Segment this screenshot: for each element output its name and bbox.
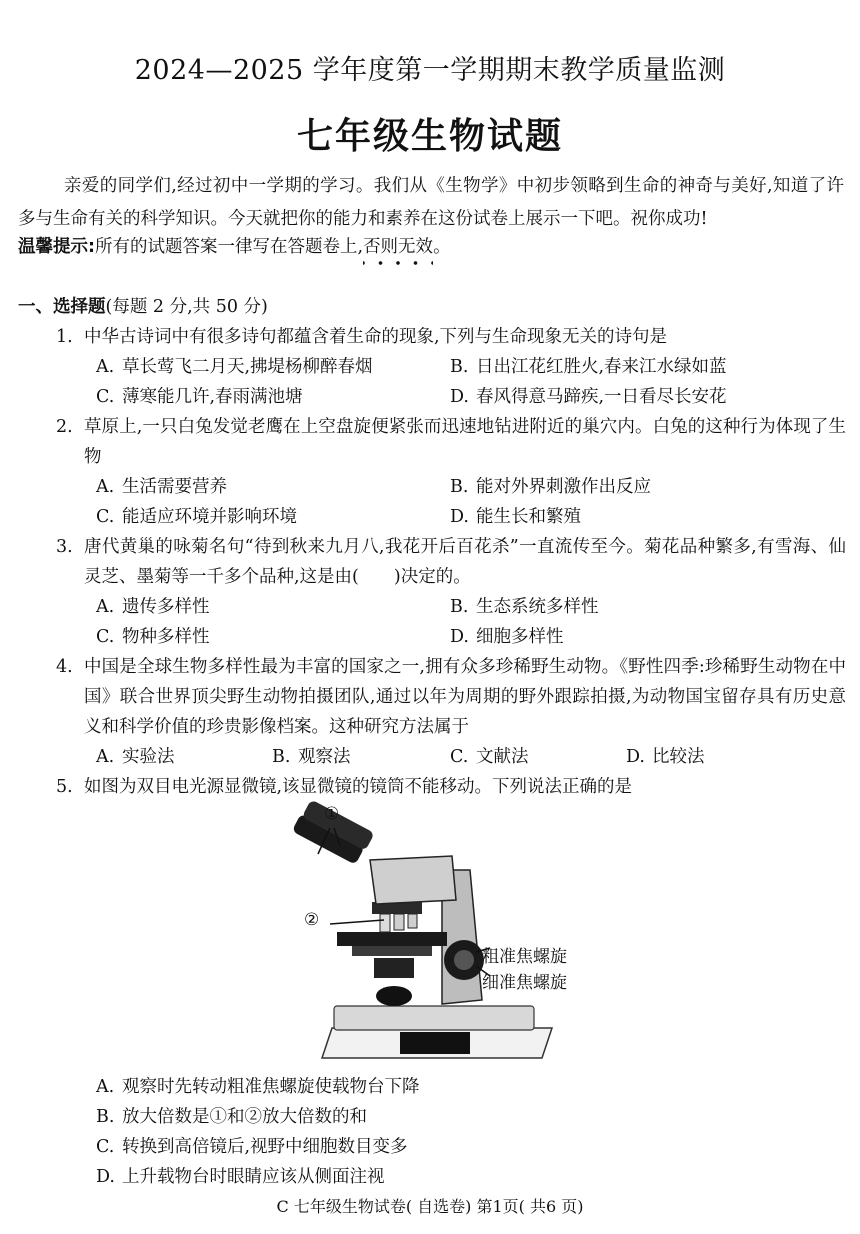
question-stem: 唐代黄巢的咏菊名句“待到秋来九月八,我花开后百花杀”一直流传至今。菊花品种繁多,有雪海、仙灵芝、墨菊等一千多个品种,这是由( )决定的。: [84, 537, 846, 587]
option-key: A.: [96, 477, 115, 497]
option-text: 薄寒能几许,春雨满池塘: [122, 387, 303, 407]
exam-title-top: 2024—2025 学年度第一学期期末教学质量监测: [134, 55, 726, 86]
q4-option-a: [96, 742, 175, 772]
section-note: (每题 2 分,共 50 分): [105, 297, 268, 317]
question-1: [56, 322, 846, 352]
section-heading: [18, 292, 268, 322]
question-stem: 草原上,一只白兔发觉老鹰在上空盘旋便紧张而迅速地钻进附近的巢穴内。白兔的这种行为体现了生物: [84, 417, 846, 467]
tip-emphasis: 否则无效: [363, 237, 434, 257]
figure-label-1: ①: [324, 804, 340, 824]
q1-option-b: [450, 352, 727, 382]
q1-option-c: [96, 382, 303, 412]
microscope-illustration: [292, 800, 592, 1068]
figure-label-2: ②: [304, 910, 320, 930]
option-text: 生活需要营养: [122, 477, 227, 497]
option-key: D.: [450, 627, 469, 647]
question-stem: 如图为双目电光源显微镜,该显微镜的镜筒不能移动。下列说法正确的是: [84, 777, 633, 797]
option-text: 观察时先转动粗准焦螺旋使载物台下降: [122, 1077, 420, 1097]
option-text: 细胞多样性: [476, 627, 564, 647]
q5-option-c: [96, 1132, 408, 1162]
question-stem: 中国是全球生物多样性最为丰富的国家之一,拥有众多珍稀野生动物。《野性四季:珍稀野生动物在中国》联合世界顶尖野生动物拍摄团队,通过以年为周期的野外跟踪拍摄,为动物国宝留存具有历史意义和科学价值的珍贵影像档案。这种研究方法属于: [84, 657, 846, 737]
option-text: 日出江花红胜火,春来江水绿如蓝: [476, 357, 727, 377]
option-key: B.: [272, 747, 291, 767]
option-text: 转换到高倍镜后,视野中细胞数目变多: [122, 1137, 408, 1157]
option-key: B.: [450, 477, 469, 497]
option-text: 比较法: [652, 747, 705, 767]
option-key: A.: [96, 597, 115, 617]
option-key: D.: [96, 1167, 115, 1187]
q5-option-d: [96, 1162, 385, 1192]
question-number: 2.: [56, 417, 73, 437]
option-text: 遗传多样性: [122, 597, 210, 617]
q3-option-d: [450, 622, 564, 652]
option-key: D.: [626, 747, 645, 767]
question-number: 5.: [56, 777, 73, 797]
option-key: C.: [96, 1137, 115, 1157]
option-text: 草长莺飞二月天,拂堤杨柳醉春烟: [122, 357, 373, 377]
option-text: 观察法: [298, 747, 351, 767]
option-text: 能适应环境并影响环境: [122, 507, 297, 527]
question-number: 1.: [56, 327, 73, 347]
q1-option-d: [450, 382, 727, 412]
option-key: C.: [450, 747, 469, 767]
question-5: [56, 772, 846, 802]
q5-option-b: [96, 1102, 367, 1132]
question-number: 3.: [56, 537, 73, 557]
option-key: D.: [450, 387, 469, 407]
tip-end: 。: [433, 237, 451, 257]
option-text: 生态系统多样性: [476, 597, 599, 617]
q5-option-a: [96, 1072, 420, 1102]
page-footer: C 七年级生物试卷( 自选卷) 第1页( 共6 页): [276, 1197, 584, 1216]
tip-line: [18, 232, 451, 262]
figure-label-coarse-focus: 粗准焦螺旋: [482, 947, 567, 967]
option-text: 春风得意马蹄疾,一日看尽长安花: [476, 387, 727, 407]
option-text: 实验法: [122, 747, 175, 767]
q2-option-c: [96, 502, 297, 532]
option-key: D.: [450, 507, 469, 527]
q2-option-d: [450, 502, 581, 532]
figure-label-fine-focus: 细准焦螺旋: [482, 973, 567, 993]
tip-label: 温馨提示:: [18, 237, 95, 257]
tip-text: 所有的试题答案一律写在答题卷上,: [95, 237, 364, 257]
option-text: 物种多样性: [122, 627, 210, 647]
option-key: B.: [450, 357, 469, 377]
q3-option-b: [450, 592, 599, 622]
q3-option-c: [96, 622, 210, 652]
option-text: 能生长和繁殖: [476, 507, 581, 527]
option-text: 放大倍数是①和②放大倍数的和: [122, 1107, 367, 1127]
question-4: [56, 652, 846, 742]
option-key: A.: [96, 357, 115, 377]
fine-focus-knob: [454, 950, 474, 970]
section-label: 一、选择题: [18, 297, 106, 317]
intro-paragraph: 亲爱的同学们,经过初中一学期的学习。我们从《生物学》中初步领略到生命的神奇与美好,知道了许多与生命有关的科学知识。今天就把你的能力和素养在这份试卷上展示一下吧。祝你成功!: [18, 176, 844, 229]
q2-option-a: [96, 472, 227, 502]
option-key: B.: [96, 1107, 115, 1127]
microscope-figure: [292, 800, 592, 1068]
option-text: 文献法: [476, 747, 529, 767]
question-number: 4.: [56, 657, 73, 677]
q2-option-b: [450, 472, 651, 502]
q4-option-c: [450, 742, 529, 772]
q3-option-a: [96, 592, 210, 622]
option-key: C.: [96, 627, 115, 647]
exam-title-main: 七年级生物试题: [296, 115, 563, 157]
question-2: [56, 412, 846, 472]
option-key: A.: [96, 747, 115, 767]
question-3: [56, 532, 846, 592]
q4-option-b: [272, 742, 351, 772]
option-key: A.: [96, 1077, 115, 1097]
option-text: 上升载物台时眼睛应该从侧面注视: [122, 1167, 385, 1187]
option-text: 能对外界刺激作出反应: [476, 477, 651, 497]
option-key: B.: [450, 597, 469, 617]
q4-option-d: [626, 742, 705, 772]
option-key: C.: [96, 387, 115, 407]
objective-lens: [380, 914, 390, 932]
question-stem: 中华古诗词中有很多诗句都蕴含着生命的现象,下列与生命现象无关的诗句是: [84, 327, 668, 347]
q1-option-a: [96, 352, 373, 382]
option-key: C.: [96, 507, 115, 527]
